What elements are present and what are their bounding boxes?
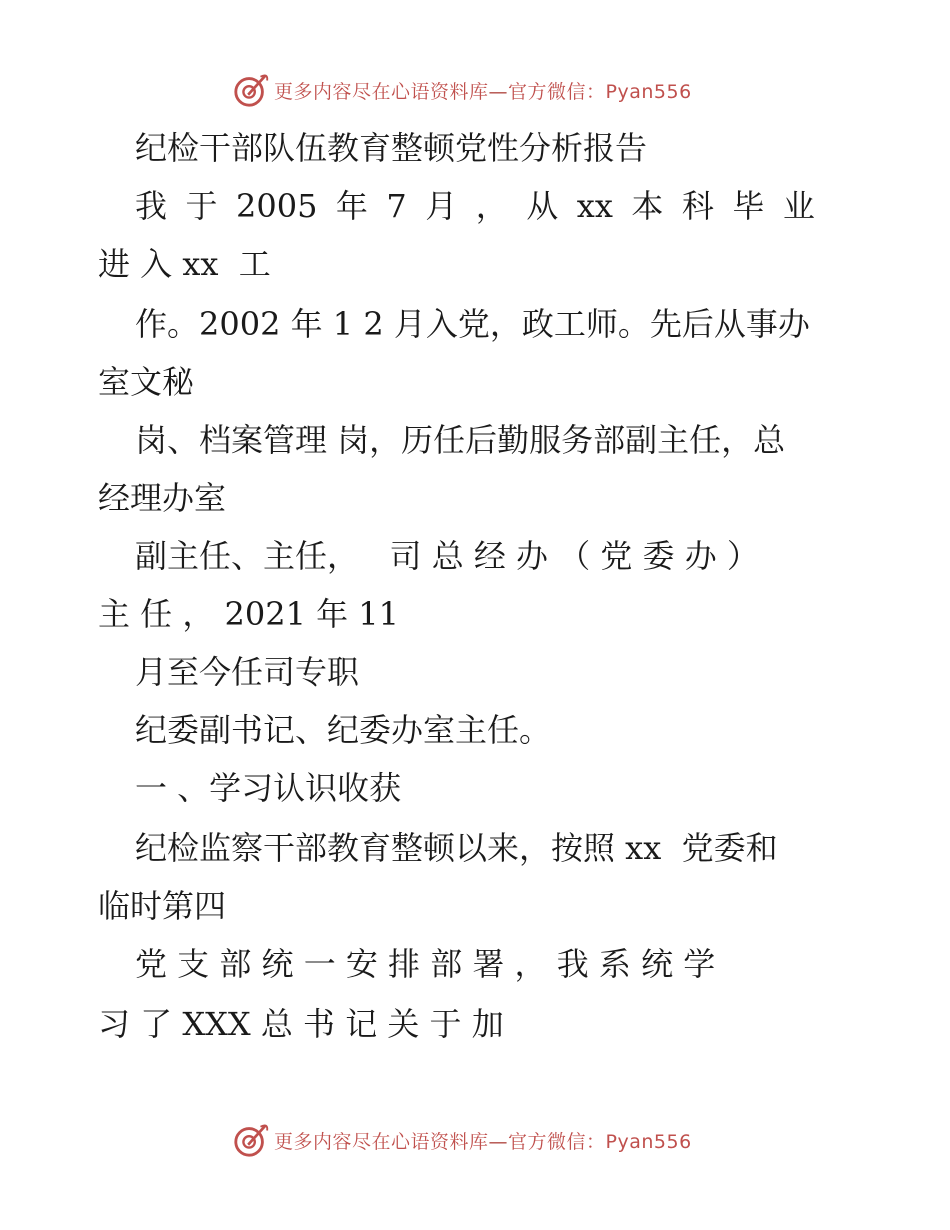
header-site-name: 更多内容尽在心语资料库 (274, 80, 489, 103)
paragraph-line: 经理办室 (98, 479, 227, 517)
header-separator: — (488, 80, 509, 103)
text-run: 于 (185, 187, 218, 225)
paragraph-line: 月至今任司专职 (135, 653, 360, 691)
paragraph-line: 纪检监察干部教育整顿以来，按照 xx 党委和 (135, 829, 778, 867)
paragraph-line: 副主任、主任， 司 总 经 办 （ 党 委 办 ） (135, 537, 759, 575)
header-banner (232, 70, 692, 110)
header-banner-text (274, 77, 692, 104)
footer-wechat-id: Pyan556 (605, 1130, 692, 1153)
paragraph-line (135, 186, 815, 226)
section-heading: 一 、学习认识收获 (135, 769, 402, 807)
text-run: xx (576, 187, 613, 225)
text-run: ， (475, 187, 508, 225)
header-wechat-id: Pyan556 (605, 80, 692, 103)
paragraph-line: 室文秘 (98, 363, 195, 401)
text-run: 月 (425, 187, 458, 225)
text-run: 业 (782, 187, 815, 225)
footer-site-name: 更多内容尽在心语资料库 (274, 1130, 489, 1153)
footer-wechat-label: 官方微信： (508, 1130, 606, 1153)
text-run: 2005 (236, 187, 318, 225)
paragraph-line: 纪委副书记、纪委办室主任。 (135, 711, 552, 749)
paragraph-line: 主 任 ， 2021 年 11 (98, 595, 400, 633)
text-run: 7 (386, 187, 407, 225)
footer-banner-text (274, 1127, 692, 1154)
text-run: 年 (335, 187, 368, 225)
paragraph-line: 党 支 部 统 一 安 排 部 署 ， 我 系 统 学 (135, 945, 716, 983)
header-wechat-label: 官方微信： (508, 80, 606, 103)
paragraph-line: 岗、档案管理 岗，历任后勤服务部副主任，总 (135, 421, 786, 459)
document-title: 纪检干部队伍教育整顿党性分析报告 (135, 129, 648, 167)
text-run: 毕 (732, 187, 765, 225)
text-run: 从 (526, 187, 559, 225)
quill-logo-icon (232, 1121, 270, 1159)
paragraph-line: 作。2002 年 1 2 月入党，政工师。先后从事办 (135, 305, 810, 343)
paragraph-line: 临时第四 (98, 887, 227, 925)
text-run: 本 (631, 187, 664, 225)
text-run: 科 (681, 187, 714, 225)
quill-logo-icon (232, 71, 270, 109)
paragraph-line: 进 入 xx 工 (98, 245, 271, 283)
footer-separator: — (488, 1130, 509, 1153)
text-run: 我 (135, 187, 168, 225)
paragraph-line: 习 了 XXX 总 书 记 关 于 加 (98, 1005, 504, 1043)
footer-banner (232, 1120, 692, 1160)
